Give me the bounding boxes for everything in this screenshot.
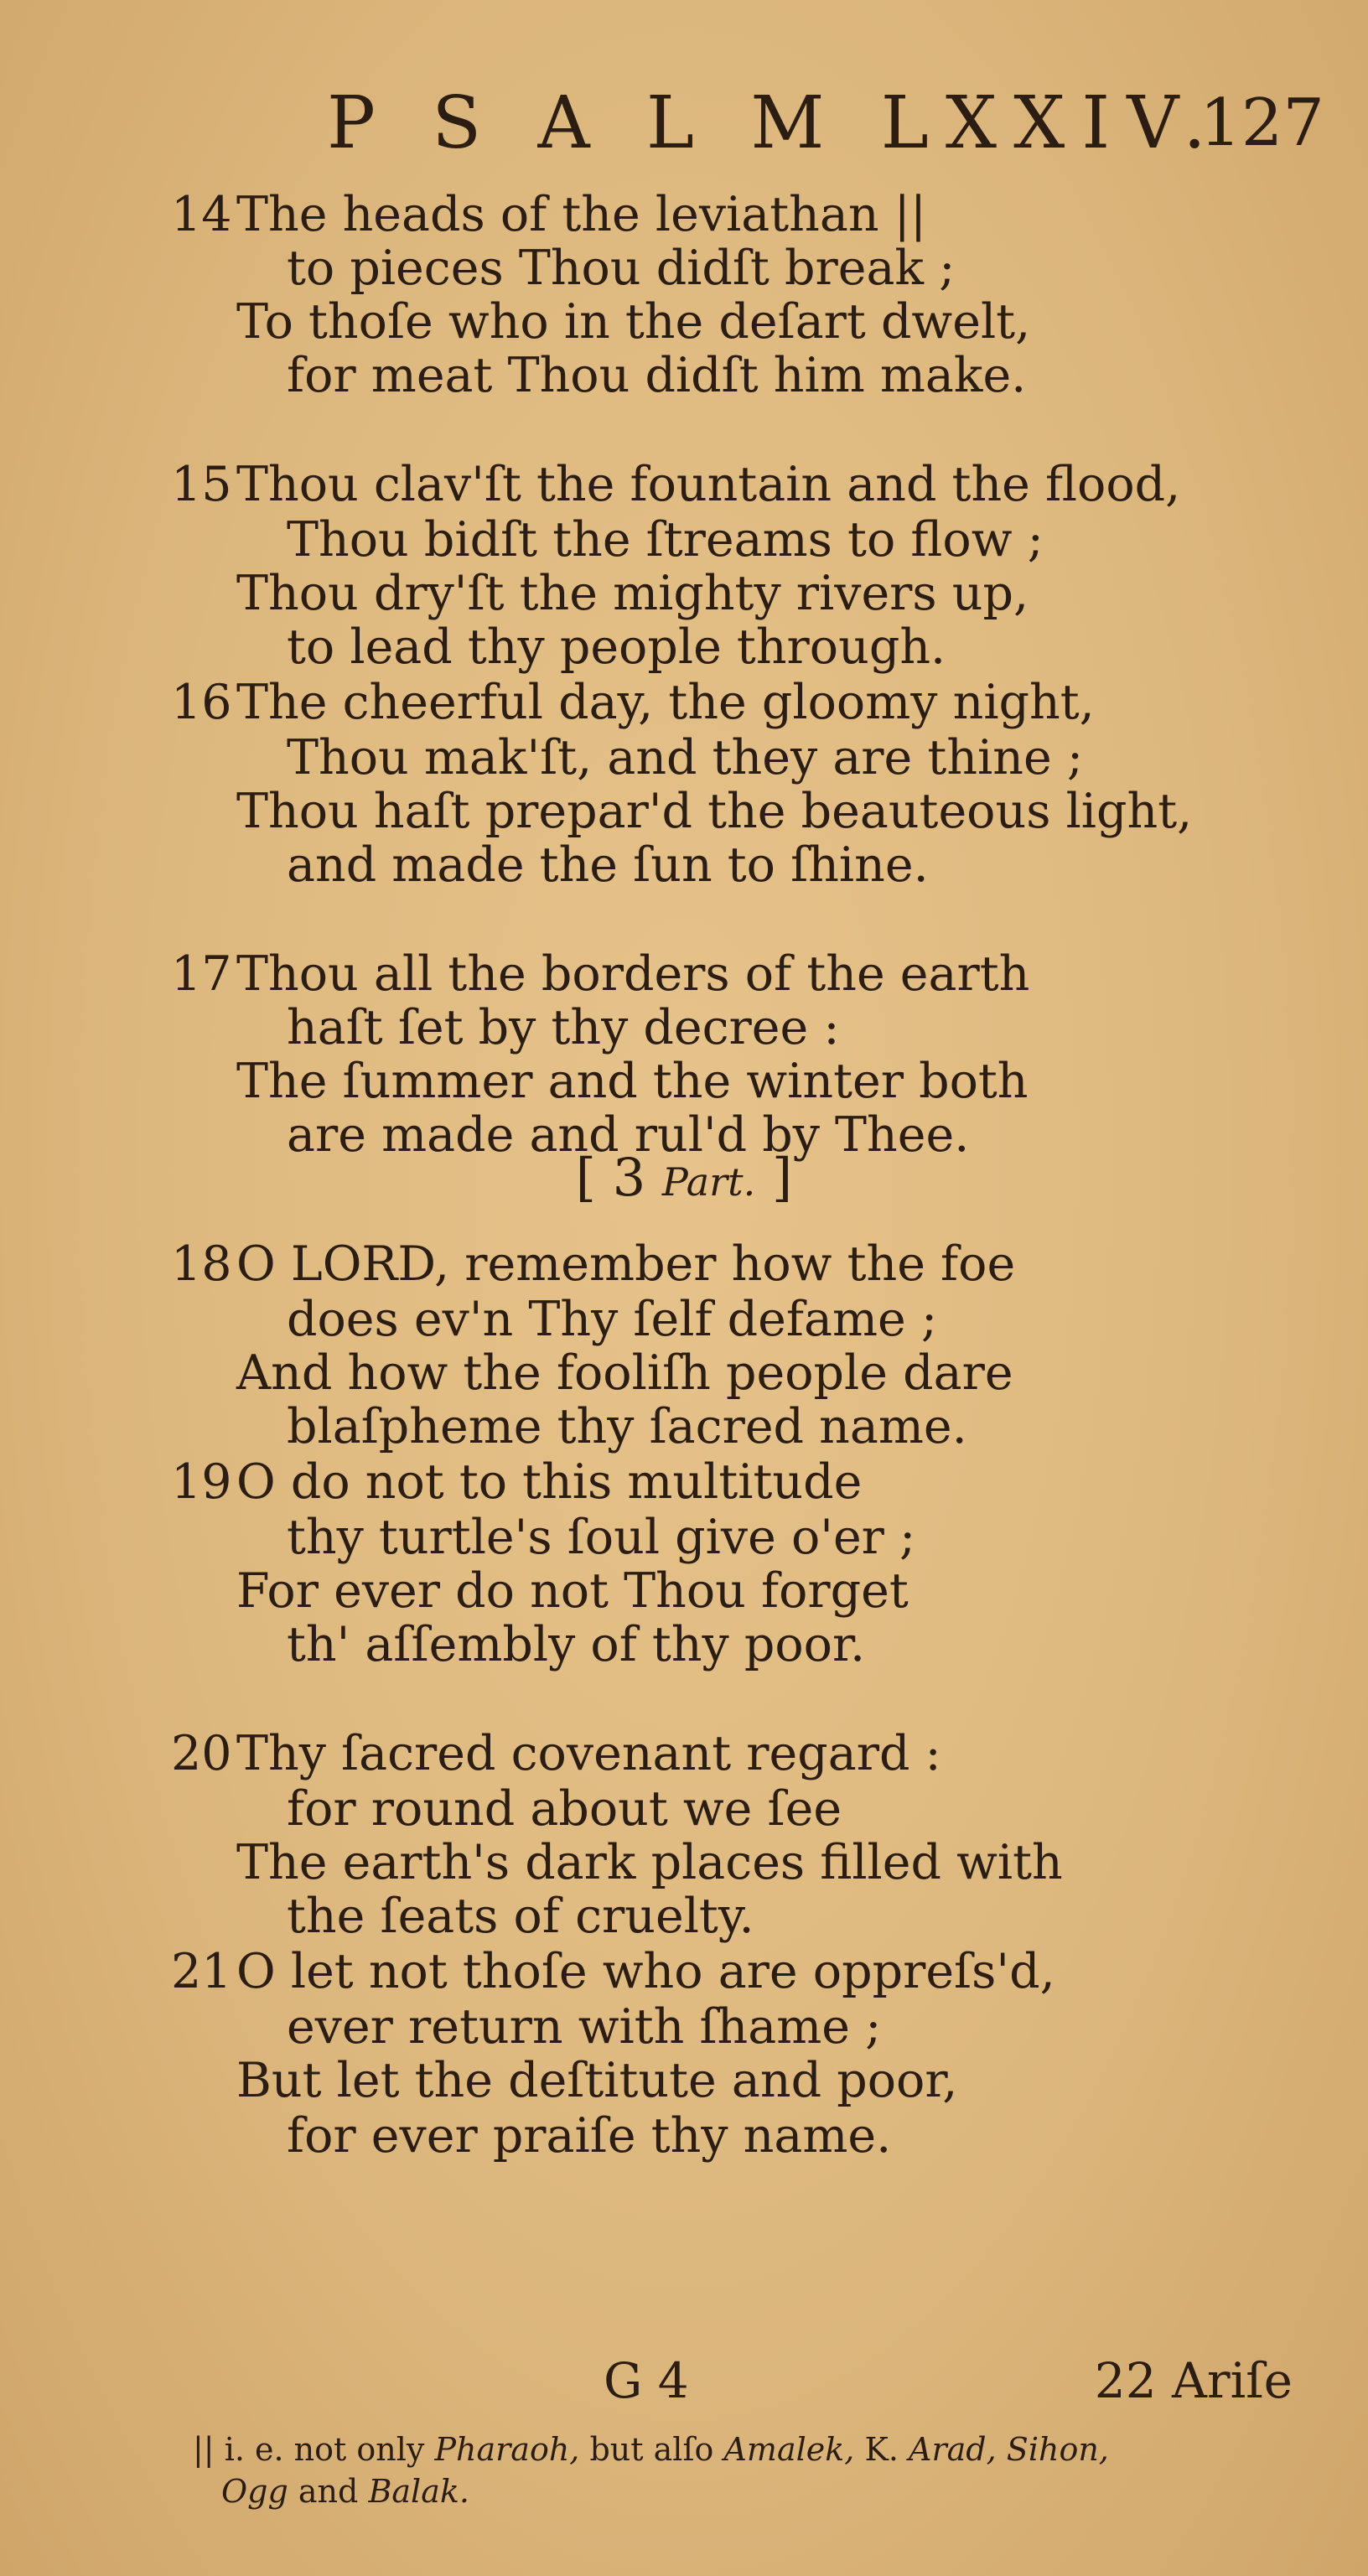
footnote-line: [193, 2428, 1333, 2470]
footnote-name: Balak.: [368, 2473, 469, 2510]
footnote-text: K.: [864, 2431, 899, 2468]
verse-line: Thou clav'ſt the fountain and the flood,: [236, 457, 1181, 512]
verse-line: The cheerful day, the gloomy night,: [236, 675, 1095, 730]
footnote-marker: ||: [193, 2431, 215, 2468]
verse-line: To thoſe who in the deſart dwelt,: [236, 294, 1031, 350]
bracket-open: [: [575, 1147, 596, 1208]
footnote-line: [193, 2470, 1333, 2512]
verse-line: thy turtle's ſoul give o'er ;: [287, 1510, 916, 1565]
signature-mark: G 4: [604, 2352, 689, 2409]
running-header: [327, 77, 1324, 169]
verse-line: for round about we ſee: [287, 1781, 842, 1837]
verse-line: Thou all the borders of the earth: [236, 946, 1030, 1002]
verse-line: O let not thoſe who are oppreſs'd,: [236, 1944, 1055, 1999]
verse-number: 17: [171, 946, 232, 1002]
verse-line: Thou mak'ſt, and they are thine ;: [287, 730, 1084, 785]
verse-line: to lead thy people through.: [287, 619, 946, 675]
verse-line: blaſpheme thy ſacred name.: [287, 1399, 967, 1454]
verse-line: haſt ſet by thy decree :: [287, 1000, 840, 1055]
verse-number: 21: [171, 1944, 232, 1999]
verse-line: O do not to this multitude: [236, 1454, 863, 1510]
section-heading: [0, 1144, 1368, 1215]
verse-number: 15: [171, 457, 232, 512]
verse-line: Thou bidſt the ſtreams to flow ;: [287, 512, 1044, 568]
verse-line: For ever do not Thou forget: [236, 1563, 909, 1619]
footnote-text: and: [298, 2473, 359, 2510]
verse-line: and made the ſun to ſhine.: [287, 837, 929, 893]
verse-line: The ſummer and the winter both: [236, 1054, 1029, 1109]
header-title: P S A L M LXXIV.: [327, 81, 1223, 165]
footnote-name: Pharaoh,: [434, 2431, 580, 2468]
part-label: Part.: [661, 1159, 756, 1205]
footnote-name: Ogg: [221, 2473, 288, 2510]
verse-line: th' aſſembly of thy poor.: [287, 1617, 866, 1672]
verse-number: 20: [171, 1726, 232, 1781]
footnote-name: Arad,: [909, 2431, 997, 2468]
verse-line: Thy ſacred covenant regard :: [236, 1726, 941, 1781]
verse-line: does ev'n Thy ſelf defame ;: [287, 1292, 938, 1347]
page-number: 127: [1200, 86, 1324, 161]
verse-line: are made and rul'd by Thee.: [287, 1107, 970, 1163]
verse-line: for ever praiſe thy name.: [287, 2108, 892, 2164]
verse-line: Thou haſt prepar'd the beauteous light,: [236, 784, 1193, 839]
verse-line: But let the deſtitute and poor,: [236, 2053, 958, 2108]
verse-line: And how the fooliſh people dare: [236, 1345, 1013, 1401]
footnote: [193, 2428, 1333, 2512]
footnote-name: Amalek,: [723, 2431, 855, 2468]
footnote-name: Sihon,: [1006, 2431, 1109, 2468]
verse-line: for meat Thou didſt him make.: [287, 348, 1027, 403]
verse-line: The earth's dark places filled with: [236, 1835, 1063, 1890]
verse-line: ever return with ſhame ;: [287, 1999, 882, 2055]
part-number: 3: [612, 1147, 646, 1208]
verse-line: to pieces Thou didſt break ;: [287, 241, 956, 296]
verse-line: the ſeats of cruelty.: [287, 1889, 754, 1944]
footnote-text: i. e. not only: [224, 2431, 425, 2468]
verse-number: 14: [171, 187, 232, 242]
verse-number: 19: [171, 1454, 232, 1510]
verse-line: Thou dry'ſt the mighty rivers up,: [236, 566, 1029, 621]
verse-number: 16: [171, 675, 232, 730]
catchword: 22 Ariſe: [1094, 2352, 1293, 2409]
footnote-text: but alſo: [589, 2431, 714, 2468]
bracket-close: ]: [772, 1147, 793, 1208]
verse-line: O LORD, remember how the foe: [236, 1236, 1016, 1292]
verse-number: 18: [171, 1236, 232, 1292]
verse-line: The heads of the leviathan ||: [236, 187, 927, 242]
